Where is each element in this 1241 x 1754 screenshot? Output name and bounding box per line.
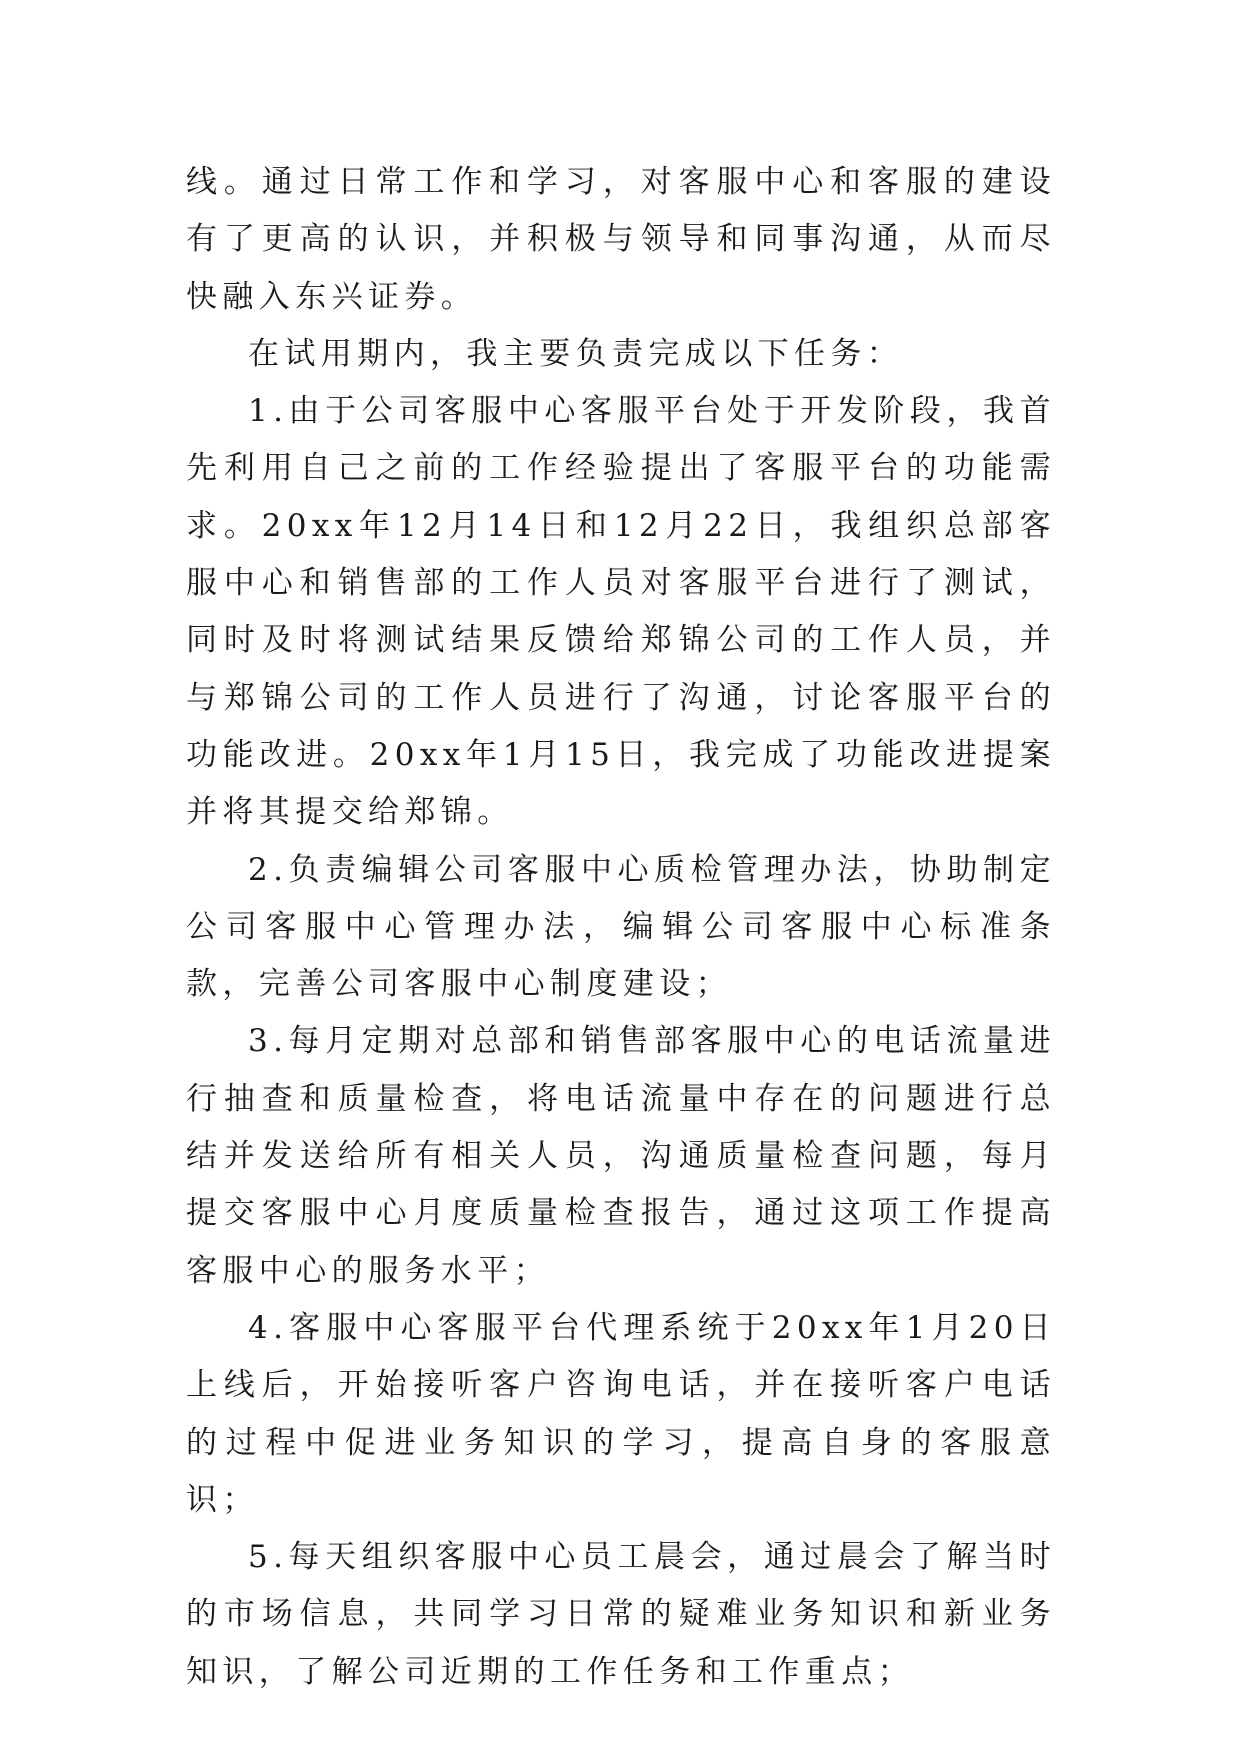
- paragraph-item-2: 2.负责编辑公司客服中心质检管理办法，协助制定公司客服中心管理办法，编辑公司客服中心标准条款，完善公司客服中心制度建设；: [186, 851, 1056, 1003]
- paragraph-intro: 在试用期内，我主要负责完成以下任务：: [248, 335, 904, 372]
- paragraph-item-5: 5.每天组织客服中心员工晨会，通过晨会了解当时的市场信息，共同学习日常的疑难业务知识和新业务知识，了解公司近期的工作任务和工作重点；: [186, 1539, 1056, 1690]
- paragraph-continuation: 线。通过日常工作和学习，对客服中心和客服的建设有了更高的认识，并积极与领导和同事沟通，从而尽快融入东兴证券。: [186, 164, 1056, 315]
- paragraph-item-4: 4.客服中心客服平台代理系统于20xx年1月20日上线后，开始接听客户咨询电话，并在接听客户电话的过程中促进业务知识的学习，提高自身的客服意识；: [186, 1309, 1056, 1518]
- paragraph-item-3: 3.每月定期对总部和销售部客服中心的电话流量进行抽查和质量检查，将电话流量中存在的问题进行总结并发送给所有相关人员，沟通质量检查问题，每月提交客服中心月度质量检查报告，通过这项工作提高客服中心的服务水平；: [186, 1023, 1056, 1289]
- document-body: [186, 154, 1056, 1701]
- paragraph-item-1: 1.由于公司客服中心客服平台处于开发阶段，我首先利用自己之前的工作经验提出了客服平台的功能需求。20xx年12月14日和12月22日，我组织总部客服中心和销售部的工作人员对客服平台进行了测试，同时及时将测试结果反馈给郑锦公司的工作人员，并与郑锦公司的工作人员进行了沟通，讨论客服平台的功能改进。20xx年1月15日，我完成了功能改进提案并将其提交给郑锦。: [186, 393, 1056, 831]
